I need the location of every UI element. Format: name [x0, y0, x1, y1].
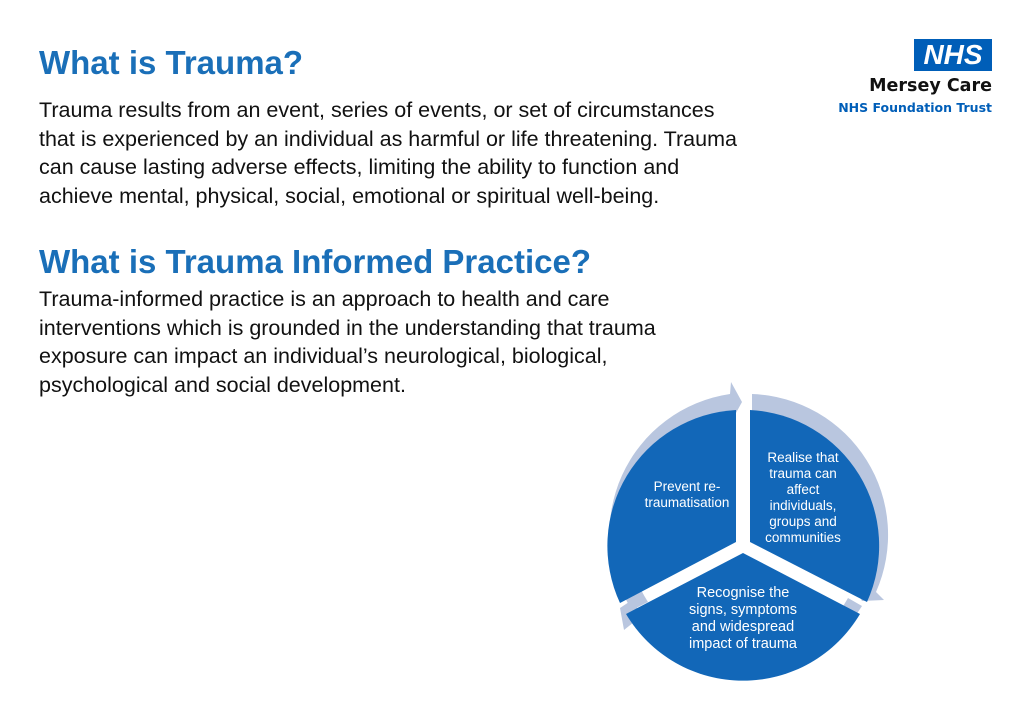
heading-what-is-trauma-informed-practice: What is Trauma Informed Practice?: [39, 243, 591, 280]
segment-line: and widespread: [691, 619, 795, 635]
paragraph-line: Trauma-informed practice is an approach to health and care: [39, 287, 610, 311]
trauma-definition-paragraph: [39, 96, 829, 210]
segment-line: Realise that: [767, 450, 839, 465]
logo-trust-name: NHS Foundation Trust: [838, 100, 992, 115]
paragraph-line: psychological and social development.: [39, 372, 406, 397]
segment-line: communities: [765, 530, 841, 545]
segment-line: traumatisation: [644, 495, 730, 510]
paragraph-line: exposure can impact an individual’s neurological, biological,: [39, 344, 608, 368]
segment-line: Recognise the: [696, 585, 790, 601]
segment-line: groups and: [769, 514, 837, 529]
nhs-logo-mark: NHS: [914, 39, 992, 71]
paragraph-line: achieve mental, physical, social, emotional or spiritual well-being.: [39, 183, 660, 208]
segment-line: impact of trauma: [689, 636, 797, 652]
segment-line: signs, symptoms: [689, 602, 797, 618]
segment-line: trauma can: [769, 466, 837, 481]
nhs-mersey-care-logo: [792, 39, 992, 119]
logo-org-name: Mersey Care: [869, 76, 992, 96]
segment-label-realise: [750, 450, 856, 546]
paragraph-line: Trauma results from an event, series of events, or set of circumstances: [39, 98, 715, 122]
paragraph-line: that is experienced by an individual as harmful or life threatening. Trauma: [39, 126, 737, 151]
segment-line: Prevent re-: [653, 479, 721, 494]
segment-line: affect: [786, 482, 820, 497]
paragraph-line: can cause lasting adverse effects, limiting the ability to function and: [39, 155, 680, 179]
segment-label-prevent: [634, 479, 740, 511]
paragraph-line: interventions which is grounded in the understanding that trauma: [39, 315, 656, 340]
heading-what-is-trauma: What is Trauma?: [39, 44, 304, 81]
segment-label-recognise: [672, 585, 814, 653]
segment-line: individuals,: [769, 498, 837, 513]
